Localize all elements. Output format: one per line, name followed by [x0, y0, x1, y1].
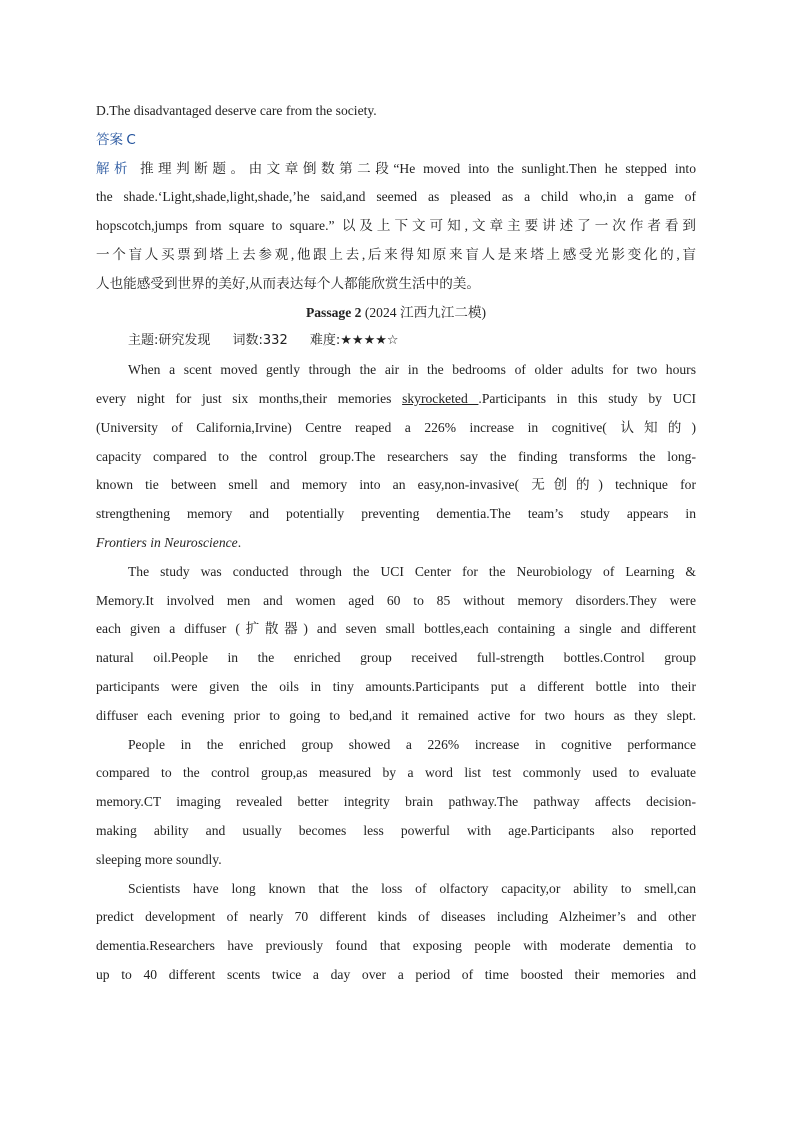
analysis-line-3: hopscotch,jumps from square to square.” 以及上下文可知,文章主要讲述了一次作者看到 — [96, 218, 696, 234]
paragraph-2-line: participants were given the oils in tiny amounts.Participants put a different bottle into their — [96, 678, 696, 694]
paragraph-2-line: natural oil.People in the enriched group received full-strength bottles.Control group — [96, 650, 696, 666]
paragraph-4-line: Scientists have long known that the loss of olfactory capacity,or ability to smell,can — [128, 880, 696, 896]
paragraph-3-line: making ability and usually becomes less powerful with age.Participants also reported — [96, 822, 696, 838]
passage-theme: 主题:研究发现 — [128, 333, 211, 349]
paragraph-3-line: memory.CT imaging revealed better integrity brain pathway.The pathway affects decision- — [96, 794, 696, 810]
paragraph-4-line: dementia.Researchers have previously found that exposing people with moderate dementia to — [96, 938, 696, 954]
paragraph-1-line: Frontiers in Neuroscience. — [96, 534, 242, 550]
paragraph-1-line: (University of California,Irvine) Centre reaped a 226% increase in cognitive( 认知的) — [96, 419, 696, 435]
paragraph-2-line: diffuser each evening prior to going to bed,and it remained active for two hours as they slept. — [96, 707, 696, 723]
analysis — [96, 155, 696, 299]
passage-source: (2024 江西九江二模) — [364, 304, 487, 320]
passage-difficulty: 难度:★★★★☆ — [309, 333, 399, 349]
paragraph-1-line: every night for just six months,their memories skyrocketed .Participants in this study by UCI — [96, 390, 696, 406]
analysis-line-2: the shade.‘Light,shade,light,shade,’he said,and seemed as pleased as a child who,in a game of — [96, 189, 696, 205]
paragraph-4 — [96, 875, 696, 990]
analysis-line-5: 人也能感受到世界的美好,从而表达每个人都能欣赏生活中的美。 — [96, 275, 481, 291]
analysis-label: 解析 — [96, 160, 133, 177]
paragraph-1-line: strengthening memory and potentially preventing dementia.The team’s study appears in — [96, 506, 696, 522]
analysis-line-4: 一个盲人买票到塔上去参观,他跟上去,后来得知原来盲人是来塔上感受光影变化的,盲 — [96, 246, 696, 262]
analysis-line-1: 解析 推理判断题。由文章倒数第二段“He moved into the sunlight.Then he stepped into — [96, 160, 697, 177]
paragraph-3-line: compared to the control group,as measured by a word list test commonly used to evaluate — [96, 765, 696, 781]
passage-meta — [96, 327, 696, 356]
paragraph-1-line: capacity compared to the control group.The researchers say the finding transforms the long- — [96, 448, 696, 464]
underlined-word: skyrocketed — [402, 390, 479, 406]
paragraph-1-line: When a scent moved gently through the air in the bedrooms of older adults for two hours — [128, 362, 696, 378]
paragraph-3 — [96, 731, 696, 875]
document-page — [96, 97, 696, 990]
answer-label: 答案 — [96, 131, 123, 148]
paragraph-1 — [96, 356, 696, 558]
answer-value: C — [126, 131, 136, 148]
paragraph-2 — [96, 558, 696, 731]
paragraph-2-line: The study was conducted through the UCI Center for the Neurobiology of Learning & — [128, 563, 696, 579]
journal-title: Frontiers in Neuroscience — [96, 534, 238, 550]
paragraph-4-line: up to 40 different scents twice a day over a period of time boosted their memories and — [96, 966, 696, 982]
paragraph-3-line: People in the enriched group showed a 226% increase in cognitive performance — [128, 736, 696, 752]
passage-word-count: 词数:332 — [232, 333, 288, 349]
option-d: D.The disadvantaged deserve care from the society. — [96, 103, 377, 118]
paragraph-4-line: predict development of nearly 70 different kinds of diseases including Alzheimer’s and other — [96, 909, 696, 925]
passage-heading — [96, 299, 696, 328]
passage-title: Passage 2 — [305, 304, 362, 320]
paragraph-1-line: known tie between smell and memory into an easy,non-invasive( 无创的) technique for — [96, 477, 696, 493]
paragraph-2-line: Memory.It involved men and women aged 60 to 85 without memory disorders.They were — [96, 592, 696, 608]
paragraph-2-line: each given a diffuser (扩散器) and seven small bottles,each containing a single and different — [96, 621, 696, 637]
answer-line — [96, 126, 696, 155]
paragraph-3-line: sleeping more soundly. — [96, 851, 222, 867]
